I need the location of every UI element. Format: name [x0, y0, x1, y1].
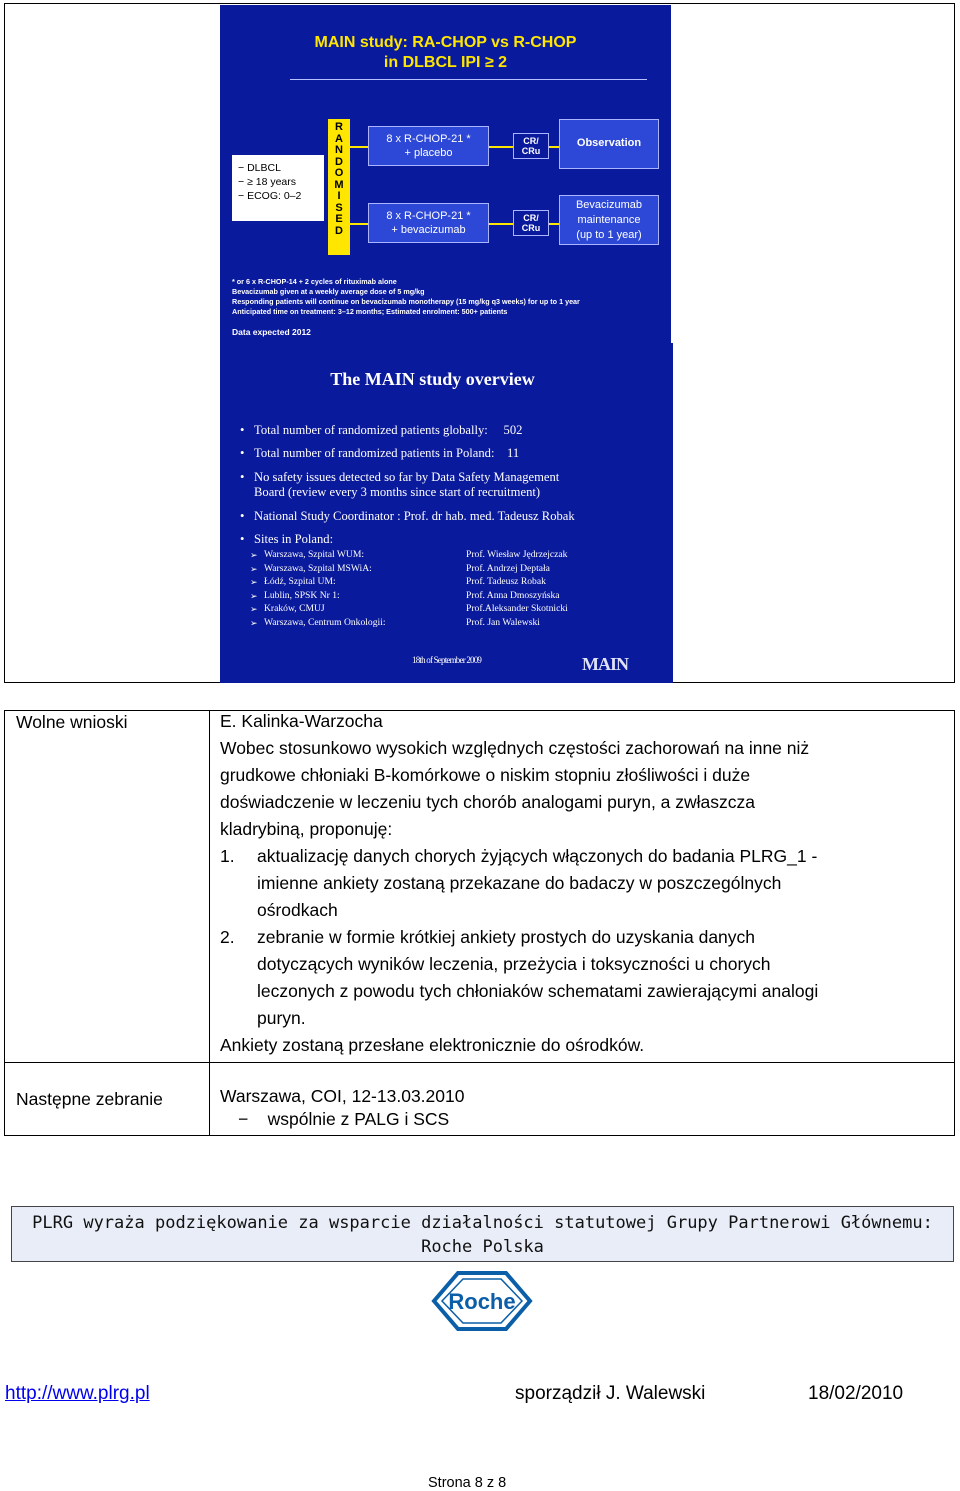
- site-item: ➢ Kraków, CMUJ: [264, 603, 444, 615]
- data-expected: Data expected 2012: [232, 327, 311, 337]
- site-prof: Prof. Tadeusz Robak: [466, 576, 546, 587]
- site-prof: Prof. Wiesław Jędrzejczak: [466, 549, 568, 560]
- main-logo: MAIN: [582, 654, 628, 674]
- connector: [489, 223, 513, 225]
- bullet: • Total number of randomized patients globally: 502: [240, 423, 522, 438]
- eligibility-item: − DLBCL: [238, 162, 281, 174]
- bullet: • No safety issues detected so far by Data Safety Management Board (review every 3 months since start of recruitment): [240, 470, 559, 500]
- row-label: Wolne wnioski: [16, 712, 128, 732]
- site-prof: Prof. Anna Dmoszyńska: [466, 590, 560, 601]
- outcome-maintenance: Bevacizumab maintenance (up to 1 year): [559, 195, 659, 245]
- site-item: ➢ Lublin, SPSK Nr 1:: [264, 590, 444, 602]
- title-divider: [290, 79, 647, 80]
- site-item: ➢ Warszawa, Szpital WUM:: [264, 549, 444, 561]
- site-prof: Prof. Andrzej Deptała: [466, 563, 550, 574]
- site-prof: Prof.Aleksander Skotnicki: [466, 603, 568, 614]
- svg-text:Roche: Roche: [448, 1289, 516, 1314]
- bullet: • National Study Coordinator : Prof. dr hab. med. Tadeusz Robak: [240, 509, 575, 524]
- connector: [489, 146, 513, 148]
- outcome-observation: Observation: [559, 119, 659, 169]
- connector: [549, 146, 559, 148]
- slide2-date: 18th of September 2009: [412, 655, 482, 665]
- site-item: ➢ Łódź, Szpital UM:: [264, 576, 444, 588]
- website-link[interactable]: http://www.plrg.pl: [5, 1383, 150, 1404]
- proposal-text: E. Kalinka-Warzocha Wobec stosunkowo wysokich względnych częstości zachorowań na inne niż grudkowe chłoniaki B-komórkowe o niskim stopniu złośliwości i duże doświadczenie w leczeniu tych chorób analogami puryn, a zwłaszcza kladrybiną, proponuję: 1. aktualizację danych chorych żyjących włączonych do badania PLRG_1 - imienne ankiety zostaną przekazane do badaczy w poszczególnych ośrodkach 2. zebranie w formie krótkiej ankiety prostych do uzyskania danych dotyczących wyników leczenia, przeżycia i toksyczności u chorych leczonych z powodu tych chłoniaków schematami zawierającymi analogi puryn. Ankiety zostaną przesłane elektronicznie do ośrodków.: [220, 708, 950, 1059]
- row-label: Następne zebranie: [16, 1089, 163, 1109]
- sponsor-thanks: PLRG wyraża podziękowanie za wsparcie działalności statutowej Grupy Partnerowi Głównemu: Roche Polska: [11, 1206, 954, 1262]
- eligibility-item: − ECOG: 0–2: [238, 190, 302, 202]
- response-box: CR/ CRu: [513, 133, 549, 159]
- site-item: ➢ Warszawa, Szpital MSWiA:: [264, 563, 444, 575]
- arm-placebo: 8 x R-CHOP-21 * + placebo: [368, 126, 489, 166]
- arm-bevacizumab: 8 x R-CHOP-21 * + bevacizumab: [368, 203, 489, 243]
- page-number: Strona 8 z 8: [428, 1475, 507, 1491]
- randomised-bar: R A N D O M I S E D: [328, 119, 350, 255]
- connector: [350, 223, 368, 225]
- slide1-title-line1: MAIN study: RA-CHOP vs R-CHOP: [314, 34, 577, 51]
- author: E. Kalinka-Warzocha: [220, 711, 383, 731]
- eligibility-item: − ≥ 18 years: [238, 176, 297, 188]
- eligibility-box: [232, 155, 324, 221]
- slide1-title-line2: in DLBCL IPI ≥ 2: [383, 54, 508, 71]
- roche-logo: [430, 1270, 534, 1332]
- bullet: • Sites in Poland:: [240, 532, 333, 547]
- slide-main-study-design: [220, 5, 671, 343]
- author-credit: sporządził J. Walewski: [515, 1383, 706, 1404]
- slide2-title: The MAIN study overview: [330, 369, 535, 389]
- slide1-title: [220, 33, 671, 73]
- slide-main-overview: [220, 343, 673, 683]
- site-item: ➢ Warszawa, Centrum Onkologii:: [264, 617, 444, 629]
- connector: [350, 146, 368, 148]
- list-item: 1. aktualizację danych chorych żyjących włączonych do badania PLRG_1 - imienne ankiety zostaną przekazane do badaczy w poszczególnych ośrodkach: [220, 846, 818, 920]
- list-item: 2. zebranie w formie krótkiej ankiety prostych do uzyskania danych dotyczących wyników leczenia, przeżycia i toksyczności u chorych leczonych z powodu tych chłoniaków schematami zawierającymi analogi puryn.: [220, 927, 819, 1028]
- connector: [549, 223, 559, 225]
- site-prof: Prof. Jan Walewski: [466, 617, 540, 628]
- response-box: CR/ CRu: [513, 210, 549, 236]
- bullet: • Total number of randomized patients in Poland: 11: [240, 446, 519, 461]
- document-date: 18/02/2010: [808, 1383, 904, 1404]
- meeting-info: Warszawa, COI, 12-13.03.2010 − wspólnie z PALG i SCS: [220, 1086, 465, 1129]
- slide1-notes: * or 6 x R-CHOP-14 + 2 cycles of rituximab alone Bevacizumab given at a weekly average dose of 5 mg/kg Responding patients will continue on bevacizumab monotherapy (15 mg/kg q3 weeks) for up to 1 year Anticipated time on treatment: 3–12 months; Estimated enrolment: 500+ patients: [232, 277, 580, 316]
